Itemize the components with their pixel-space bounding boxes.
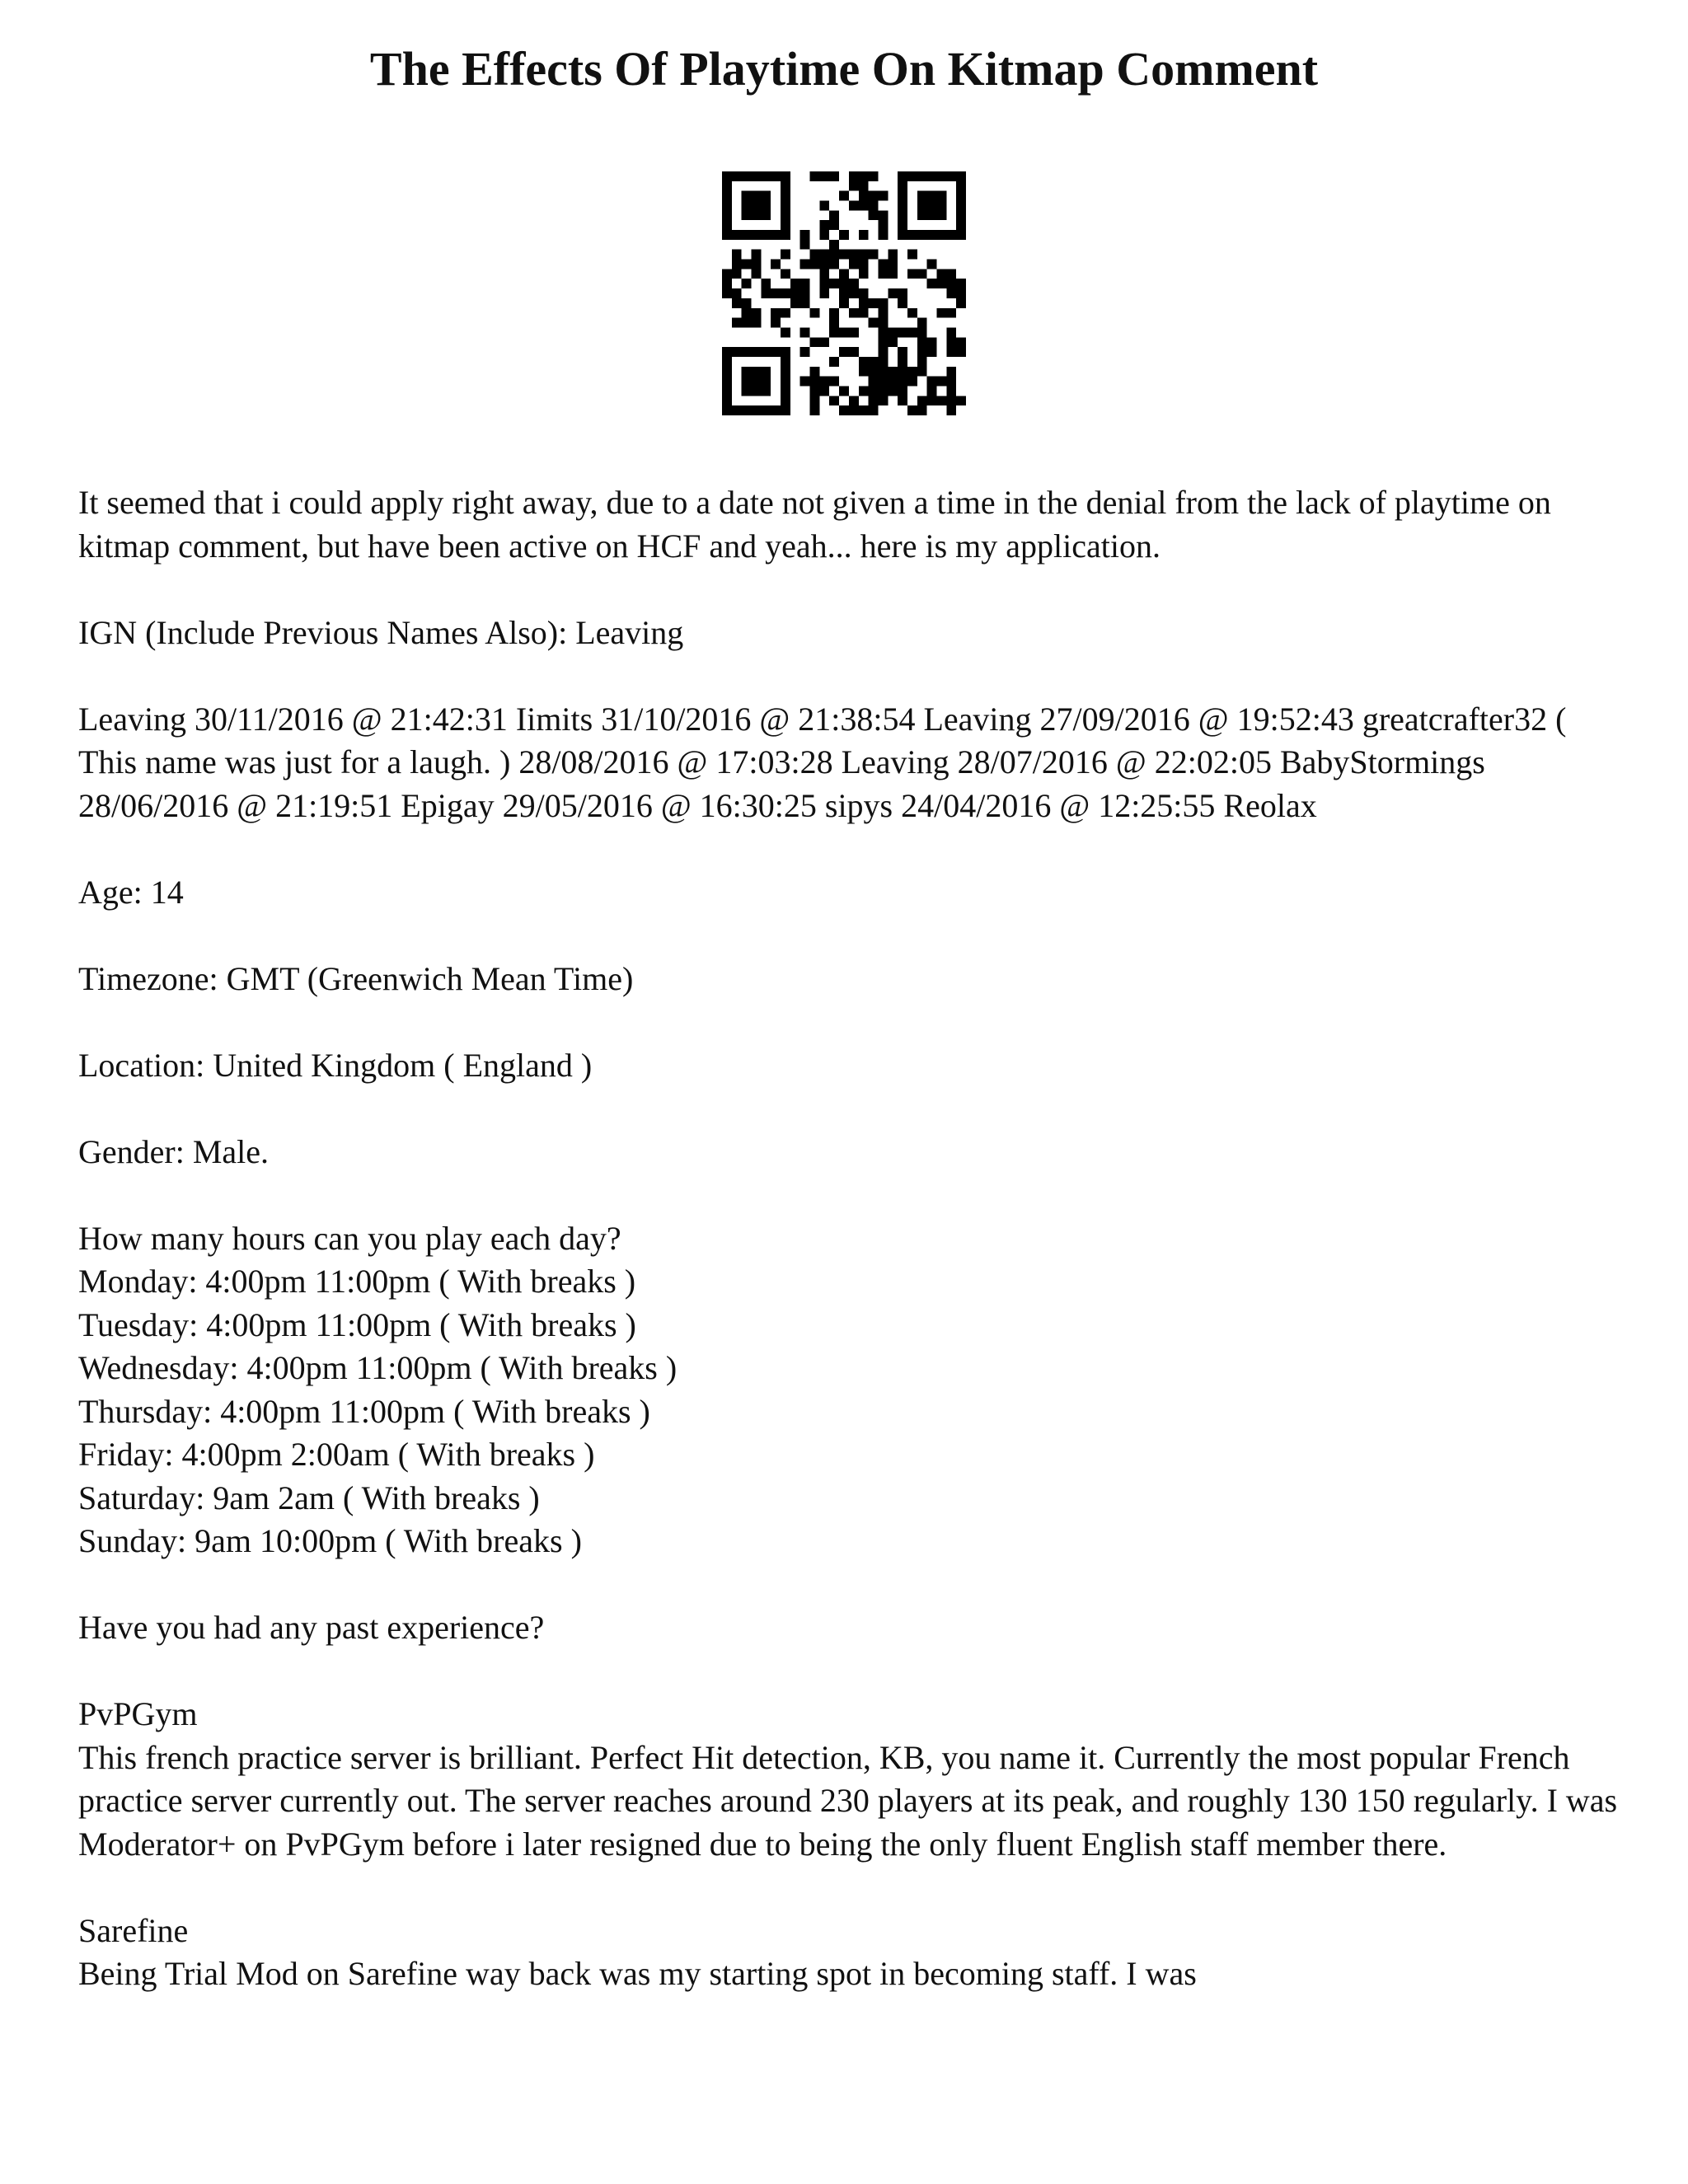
experience-pvpgym [78, 1693, 1628, 1866]
name-history-paragraph: Leaving 30/11/2016 @ 21:42:31 Iimits 31/10/2016 @ 21:38:54 Leaving 27/09/2016 @ 19:52:43 greatcrafter32 ( This name was just for a laugh. ) 28/08/2016 @ 17:03:28 Leaving 28/07/2016 @ 22:02:05 BabyStormings 28/06/2016 @ 21:19:51 Epigay 29/05/2016 @ 16:30:25 sipys 24/04/2016 @ 12:25:55 Reolax [78, 700, 1567, 824]
timezone-line: Timezone: GMT (Greenwich Mean Time) [78, 959, 634, 997]
qr-code-image [722, 171, 966, 415]
experience-question: Have you had any past experience? [78, 1609, 545, 1646]
hours-section [78, 1217, 1628, 1563]
document-title: The Effects Of Playtime On Kitmap Comment [369, 42, 1319, 96]
experience-sarefine [78, 1910, 1628, 1996]
schedule-wednesday: Wednesday: 4:00pm 11:00pm ( With breaks ) [78, 1349, 678, 1386]
experience-description: This french practice server is brilliant. Perfect Hit detection, KB, you name it. Currently the most popular French practice server currently out. The server reaches around 230 players at its peak, and roughly 130 150 regularly. I was Moderator+ on PvPGym before i later resigned due to being the only fluent English staff member there. [78, 1738, 1618, 1863]
experience-server-name: PvPGym [78, 1695, 198, 1732]
experience-server-name: Sarefine [78, 1911, 189, 1949]
schedule-tuesday: Tuesday: 4:00pm 11:00pm ( With breaks ) [78, 1305, 636, 1343]
schedule-sunday: Sunday: 9am 10:00pm ( With breaks ) [78, 1522, 582, 1559]
gender-line: Gender: Male. [78, 1132, 270, 1170]
schedule-thursday: Thursday: 4:00pm 11:00pm ( With breaks ) [78, 1392, 650, 1430]
document-body [78, 481, 1628, 2039]
schedule-monday: Monday: 4:00pm 11:00pm ( With breaks ) [78, 1263, 636, 1300]
schedule-saturday: Saturday: 9am 2am ( With breaks ) [78, 1479, 540, 1516]
hours-question: How many hours can you play each day? [78, 1219, 621, 1257]
age-line: Age: 14 [78, 873, 184, 911]
ign-line: IGN (Include Previous Names Also): Leaving [78, 613, 684, 651]
location-line: Location: United Kingdom ( England ) [78, 1046, 593, 1084]
experience-description: Being Trial Mod on Sarefine way back was my starting spot in becoming staff. I was [78, 1955, 1197, 1992]
intro-paragraph: It seemed that i could apply right away, due to a date not given a time in the denial from the lack of playtime on kitmap comment, but have been active on HCF and yeah... here is my application. [78, 484, 1551, 565]
schedule-friday: Friday: 4:00pm 2:00am ( With breaks ) [78, 1436, 595, 1473]
